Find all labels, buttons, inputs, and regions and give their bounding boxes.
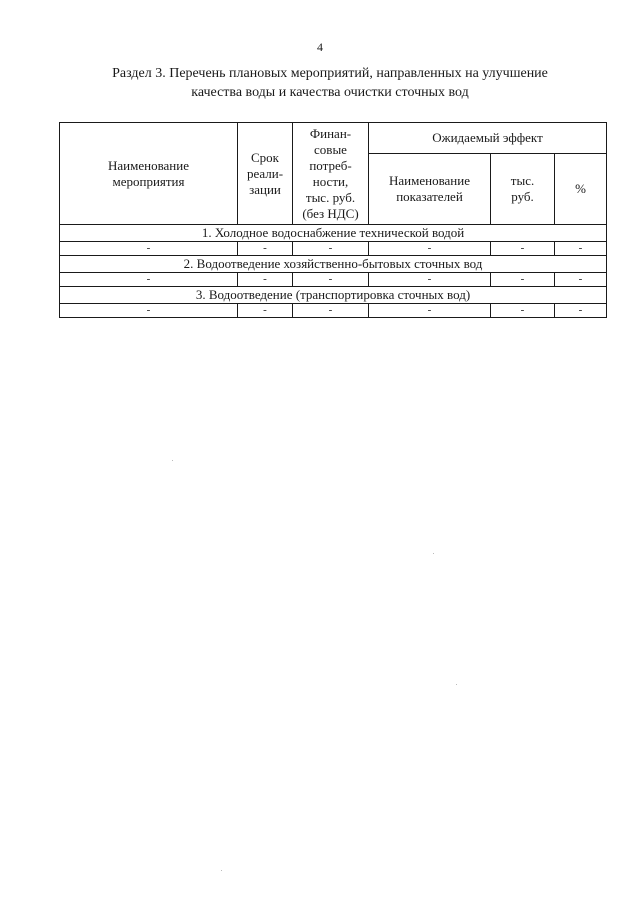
- header-finance-line: совые: [314, 141, 347, 157]
- table-cell: -: [555, 304, 607, 318]
- header-expected-effect: [369, 123, 607, 154]
- header-finance-line: (без НДС): [302, 205, 359, 221]
- section-title: 3. Водоотведение (транспортировка сточных вод): [60, 287, 607, 304]
- table-cell: -: [60, 304, 238, 318]
- table-row: [60, 273, 607, 287]
- table-cell: -: [555, 242, 607, 256]
- scan-speck: [221, 870, 222, 871]
- scan-speck: [433, 553, 434, 554]
- page-number: 4: [317, 40, 323, 54]
- header-measure-name-text: Наименование мероприятия: [108, 157, 189, 189]
- header-finance-line: тыс. руб.: [305, 189, 356, 205]
- table-row: [60, 242, 607, 256]
- header-thousand-rub: [491, 154, 555, 225]
- scan-speck: [456, 684, 457, 685]
- table-cell: -: [369, 273, 491, 287]
- table-cell: -: [293, 273, 369, 287]
- header-term: [238, 123, 293, 225]
- header-expected-effect-text: Ожидаемый эффект: [432, 130, 543, 145]
- header-finance-line: ности,: [312, 173, 349, 189]
- table-cell: -: [369, 242, 491, 256]
- header-indicator-name: [369, 154, 491, 225]
- header-thousand-rub-text: тыс. руб.: [510, 173, 535, 204]
- header-measure-name: [60, 123, 238, 225]
- table-row: [60, 304, 607, 318]
- table-cell: -: [491, 304, 555, 318]
- scan-speck: [172, 460, 173, 461]
- table-cell: -: [60, 242, 238, 256]
- heading-line-1: Раздел 3. Перечень плановых мероприятий, направленных на улучшение: [112, 66, 548, 81]
- header-finance-line: Финан-: [309, 125, 352, 141]
- table-cell: -: [238, 304, 293, 318]
- header-finance: [293, 123, 369, 225]
- measures-table: [59, 122, 607, 318]
- header-finance-line: потреб-: [309, 157, 352, 173]
- header-percent: [555, 154, 607, 225]
- table-cell: -: [238, 273, 293, 287]
- section-title: 1. Холодное водоснабжение технической водой: [60, 225, 607, 242]
- table-cell: -: [238, 242, 293, 256]
- table-cell: -: [293, 242, 369, 256]
- table-cell: -: [491, 273, 555, 287]
- header-indicator-name-text: Наименование показателей: [389, 173, 470, 204]
- header-percent-text: %: [575, 181, 586, 196]
- header-term-text: Срок реали-зации: [246, 149, 284, 197]
- table-cell: -: [293, 304, 369, 318]
- table-cell: -: [491, 242, 555, 256]
- section-heading: [60, 64, 600, 102]
- table-cell: -: [555, 273, 607, 287]
- table-cell: -: [60, 273, 238, 287]
- section-title: 2. Водоотведение хозяйственно-бытовых сточных вод: [60, 256, 607, 273]
- heading-line-2: качества воды и качества очистки сточных вод: [191, 85, 469, 100]
- table-cell: -: [369, 304, 491, 318]
